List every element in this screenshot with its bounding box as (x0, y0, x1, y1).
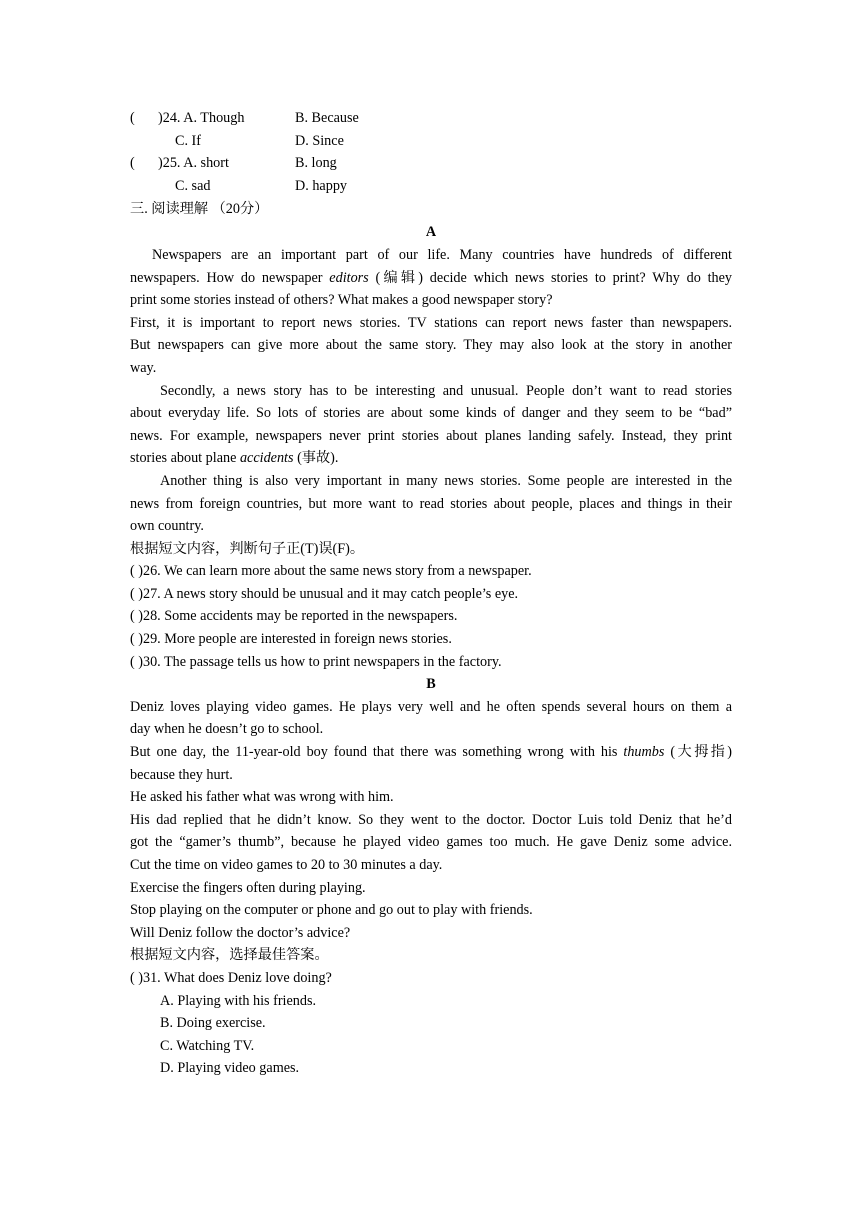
option-d: D. happy (295, 177, 348, 194)
passage-b-line: Will Deniz follow the doctor’s advice? (130, 924, 351, 941)
question-24 (130, 107, 732, 130)
question-30: ( )30. The passage tells us how to print newspapers in the factory. (130, 653, 502, 670)
passage-a-paragraph-2: First, it is important to report news stories. TV stations can report news faster than newspapers. But newspapers can give more about the same story. They may also look at the story in another way. (130, 314, 732, 376)
passage-a-paragraph-4: Another thing is also very important in many news stories. Some people are interested in the news from foreign countries, but more want to read stories about people, places and things in their own country. (130, 472, 732, 535)
option-a: )25. A. short (158, 155, 229, 172)
option-b: B. long (295, 155, 337, 172)
passage-b-heading: B (426, 676, 436, 693)
question-31: ( )31. What does Deniz love doing? (130, 969, 332, 986)
section-heading: 三. 阅读理解 （20分） (130, 201, 269, 218)
passage-a-instruction: 根据短文内容，判断句子正(T)误(F)。 (130, 540, 365, 557)
passage-a-paragraph-3: Secondly, a news story has to be interesting and unusual. People don’t want to read stories about everyday life. So lots of stories are about some kinds of danger and they seem to be “bad” news. For example, newspapers never print stories about planes landing safely. Instead, they print stories about plane accidents (事故). (130, 382, 732, 467)
passage-b-line: got the “gamer’s thumb”, because he played video games too much. He gave Deniz some advice. (130, 834, 732, 851)
passage-b-line: His dad replied that he didn’t know. So they went to the doctor. Doctor Luis told Deniz that he’d (130, 811, 732, 828)
option-d: D. Since (295, 132, 344, 149)
passage-a-paragraph-1: Newspapers are an important part of our life. Many countries have hundreds of different newspapers. How do newspaper editors (编辑) decide which news stories to print? Why do they print some stories instead of others? What makes a good newspaper story? (130, 246, 733, 309)
worksheet-page (130, 107, 732, 1080)
question-26: ( )26. We can learn more about the same news story from a newspaper. (130, 563, 532, 580)
passage-b-line: Exercise the fingers often during playing. (130, 879, 366, 896)
option-c: C. Watching TV. (160, 1037, 255, 1054)
question-25-options-cd (130, 175, 732, 198)
question-28: ( )28. Some accidents may be reported in the newspapers. (130, 608, 458, 625)
option-b: B. Doing exercise. (160, 1015, 266, 1032)
question-24-options-cd (130, 130, 732, 153)
option-c: C. If (175, 132, 202, 149)
answer-paren: ( (130, 155, 135, 172)
passage-b-line: He asked his father what was wrong with him. (130, 789, 394, 806)
passage-b-line: day when he doesn’t go to school. (130, 721, 324, 738)
passage-b-line: Stop playing on the computer or phone and go out to play with friends. (130, 902, 533, 919)
option-d: D. Playing video games. (160, 1060, 300, 1077)
option-a: )24. A. Though (158, 110, 245, 126)
answer-paren: ( (130, 110, 135, 126)
option-a: A. Playing with his friends. (160, 992, 317, 1009)
passage-b-instruction: 根据短文内容，选择最佳答案。 (130, 947, 329, 964)
passage-b-line: But one day, the 11-year-old boy found that there was something wrong with his thumbs (大拇指) (130, 744, 732, 761)
question-27: ( )27. A news story should be unusual and it may catch people’s eye. (130, 585, 519, 602)
option-b: B. Because (295, 110, 359, 126)
passage-a-heading: A (425, 224, 437, 241)
passage-b-line: Cut the time on video games to 20 to 30 minutes a day. (130, 857, 443, 873)
question-25 (130, 152, 732, 175)
question-29: ( )29. More people are interested in foreign news stories. (130, 631, 452, 648)
passage-b-line: because they hurt. (130, 766, 233, 783)
option-c: C. sad (175, 177, 211, 194)
passage-b-line: Deniz loves playing video games. He plays very well and he often spends several hours on them a (130, 698, 732, 715)
